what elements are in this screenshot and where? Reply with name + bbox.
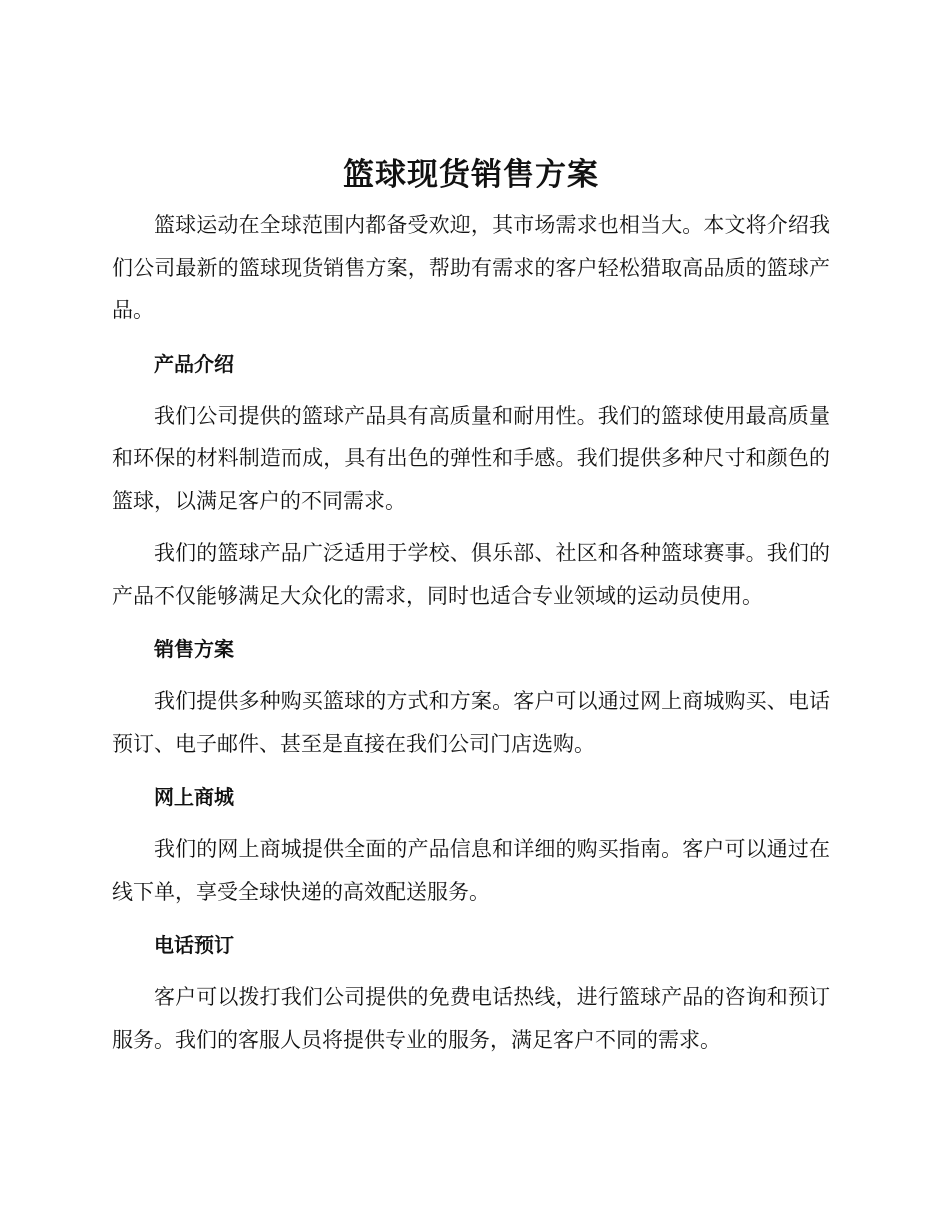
- spacer: [112, 818, 830, 828]
- intro-paragraph: 篮球运动在全球范围内都备受欢迎，其市场需求也相当大。本文将介绍我们公司最新的篮球现货销售方案，帮助有需求的客户轻松猎取高品质的篮球产品。: [112, 213, 830, 322]
- phone-order-paragraph: 客户可以拨打我们公司提供的免费电话热线，进行篮球产品的咨询和预订服务。我们的客服人员将提供专业的服务，满足客户不同的需求。: [112, 985, 830, 1052]
- spacer: [112, 332, 830, 343]
- section-heading-online-store: 网上商城: [154, 785, 234, 809]
- document-page: [112, 146, 830, 1061]
- sales-plan-paragraph: 我们提供多种购买篮球的方式和方案。客户可以通过网上商城购买、电话预订、电子邮件、甚至是直接在我们公司门店选购。: [112, 689, 830, 756]
- section-heading-phone-order: 电话预订: [154, 933, 234, 957]
- spacer: [112, 522, 830, 532]
- spacer: [112, 765, 830, 776]
- online-store-paragraph: 我们的网上商城提供全面的产品信息和详细的购买指南。客户可以通过在线下单，享受全球快递的高效配送服务。: [112, 837, 830, 904]
- spacer: [112, 913, 830, 924]
- spacer: [112, 966, 830, 976]
- section-heading-sales-plan: 销售方案: [154, 637, 234, 661]
- section-heading-product-intro: 产品介绍: [154, 351, 234, 376]
- spacer: [112, 670, 830, 680]
- product-intro-paragraph-1: 我们公司提供的篮球产品具有高质量和耐用性。我们的篮球使用最高质量和环保的材料制造而成，具有出色的弹性和手感。我们提供多种尺寸和颜色的篮球，以满足客户的不同需求。: [112, 403, 830, 513]
- document-title: 篮球现货销售方案: [343, 157, 599, 193]
- product-intro-paragraph-2: 我们的篮球产品广泛适用于学校、俱乐部、社区和各种篮球赛事。我们的产品不仅能够满足大众化的需求，同时也适合专业领域的运动员使用。: [112, 541, 830, 608]
- spacer: [112, 385, 830, 395]
- spacer: [112, 617, 830, 628]
